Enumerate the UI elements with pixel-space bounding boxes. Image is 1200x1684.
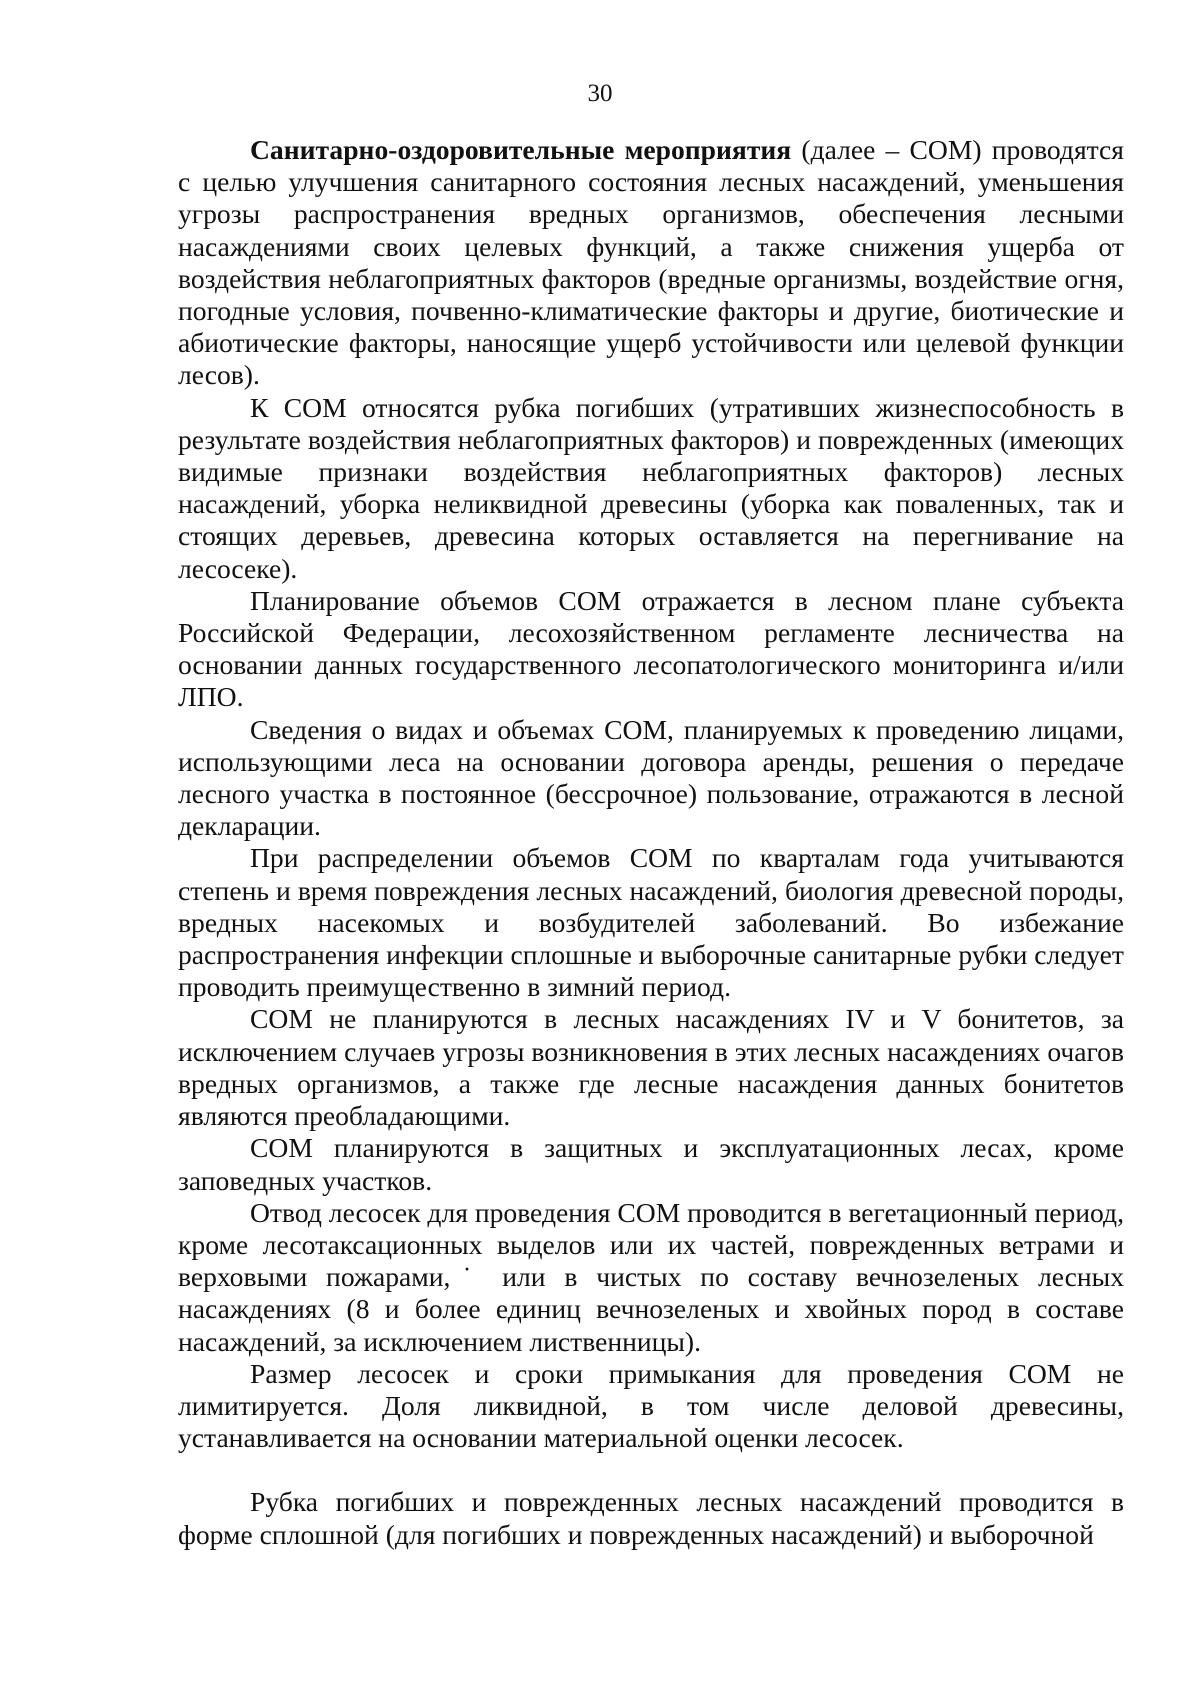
paragraph-som-declaration: Сведения о видах и объемах СОМ, планируемых к проведению лицами, использующими леса на основании договора аренды, решения о передаче лесного участка в постоянное (бессрочное) пользование, отражаются в лесной декларации. (178, 713, 1124, 842)
paragraph-som-size: Размер лесосек и сроки примыкания для проведения СОМ не лимитируется. Доля ликвидной, в том числе деловой древесины, устанавливается на основании материальной оценки лесосек. (178, 1357, 1124, 1454)
document-body (178, 134, 1124, 1551)
paragraph-som-includes: К СОМ относятся рубка погибших (утративших жизнеспособность в результате воздействия неблагоприятных факторов) и поврежденных (имеющих видимые признаки воздействия неблагоприятных факторов) лесных насаждений, уборка неликвидной древесины (уборка как поваленных, так и стоящих деревьев, древесина которых оставляется на перегнивание на лесосеке). (178, 391, 1124, 584)
page-number: 30 (587, 80, 613, 107)
paragraph-som-allotment: Отвод лесосек для проведения СОМ проводится в вегетационный период, кроме лесотаксационных выделов или их частей, поврежденных ветрами и верховыми пожарами,˙ или в чистых по составу вечнозеленых лесных насаждениях (8 и более единиц вечнозеленых и хвойных пород в составе насаждений, за исключением лиственницы). (178, 1196, 1124, 1357)
paragraph-som-forests: СОМ планируются в защитных и эксплуатационных лесах, кроме заповедных участков. (178, 1132, 1124, 1196)
paragraph-text: (далее – СОМ) проводятся с целью улучшения санитарного состояния лесных насаждений, уменьшения угрозы распространения вредных организмов, обеспечения лесными насаждениями своих целевых функций, а также снижения ущерба от воздействия неблагоприятных факторов (вредные организмы, воздействие огня, погодные условия, почвенно-климатические факторы и другие, биотические и абиотические факторы, наносящие ущерб устойчивости или целевой функции лесов). (178, 134, 1124, 391)
paragraph-som-quarters: При распределении объемов СОМ по кварталам года учитываются степень и время повреждения лесных насаждений, биология древесной породы, вредных насекомых и возбудителей заболеваний. Во избежание распространения инфекции сплошные и выборочные санитарные рубки следует проводить преимущественно в зимний период. (178, 842, 1124, 1003)
paragraph-felling-form: Рубка погибших и поврежденных лесных насаждений проводится в форме сплошной (для погибших и поврежденных насаждений) и выборочной (178, 1486, 1124, 1550)
paragraph-som-planning: Планирование объемов СОМ отражается в лесном плане субъекта Российской Федерации, лесохозяйственном регламенте лесничества на основании данных государственного лесопатологического мониторинга и/или ЛПО. (178, 584, 1124, 713)
bold-term: Санитарно-оздоровительные мероприятия (250, 134, 792, 165)
paragraph-som-definition (178, 134, 1124, 392)
paragraph-som-bonitet: СОМ не планируются в лесных насаждениях IV и V бонитетов, за исключением случаев угрозы возникновения в этих лесных насаждениях очагов вредных организмов, а также где лесные насаждения данных бонитетов являются преобладающими. (178, 1003, 1124, 1132)
